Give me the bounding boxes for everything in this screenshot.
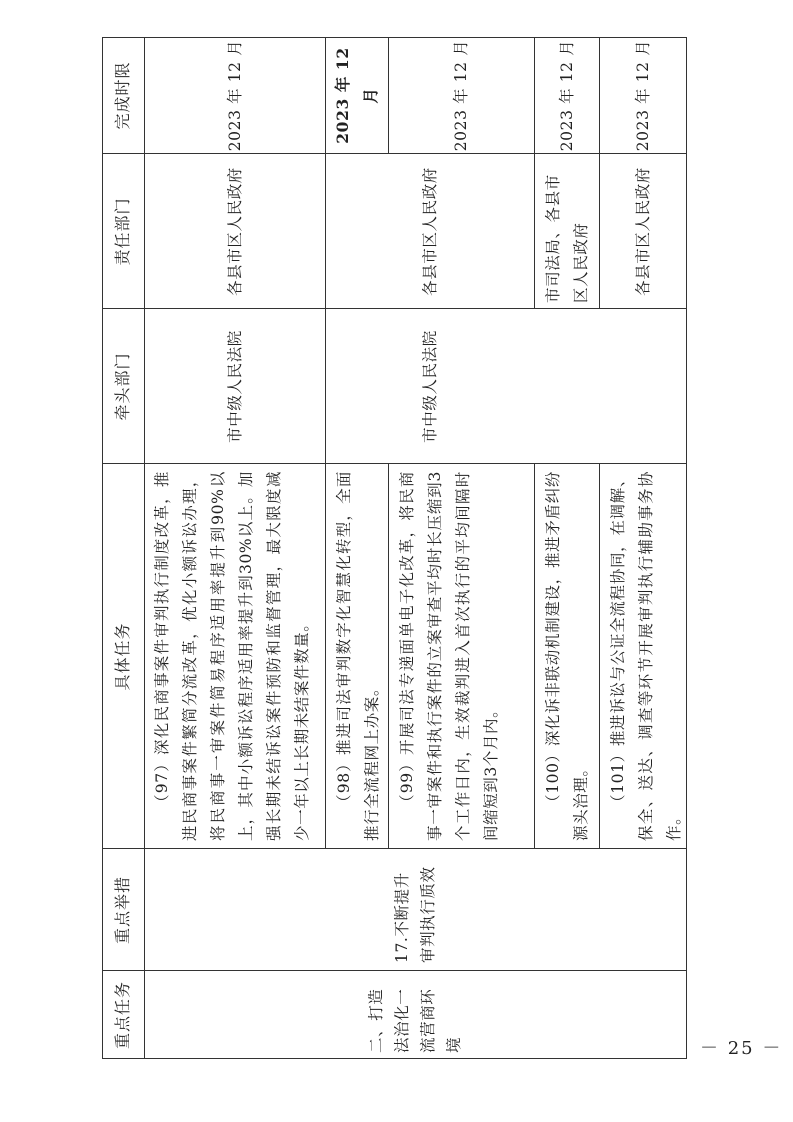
page-number: － 25 － (700, 1038, 783, 1059)
deadline-98: 2023 年 12 月 (332, 47, 380, 144)
deadline-100: 2023 年 12 月 (557, 39, 576, 152)
lead-dept-98: 市中级人民法院 (420, 330, 439, 443)
header-key-task: 重点任务 (113, 981, 132, 1050)
deadline-99: 2023 年 12 月 (452, 39, 470, 152)
responsible-dept-98: 各县市区人民政府 (420, 167, 439, 296)
deadline-97: 2023 年 12 月 (225, 39, 244, 152)
row-divider (325, 464, 326, 849)
header-responsible-dept: 责任部门 (113, 197, 132, 266)
lead-dept-97: 市中级人民法院 (225, 330, 244, 443)
task-row-97: （97）深化民商事案件审判执行制度改革，推进民商事案件繁简分流改革，优化小额诉讼办理，将民商事一审案件简易程序适用率提升到90%以上，其中小额诉讼程序适用率提升到30%以上。加强长期未结诉讼案件预防和监督管理，最大限度减少一年以上长期未结案件数量。 (153, 471, 311, 841)
key-measure-cell: 17.不断提升审判执行质效 (393, 866, 437, 963)
task-row-101: （101）推进诉讼与公证全流程协同，在调解、保全、送达、调查等环节开展审判执行辅助事务协作。 (609, 471, 683, 841)
task-row-100: （100）深化诉非联动机制建设，推进矛盾纠纷源头治理。 (544, 471, 590, 841)
header-deadline: 完成时限 (113, 61, 132, 130)
row-divider (599, 464, 600, 849)
header-specific-task: 具体任务 (113, 622, 132, 691)
header-lead-dept: 牵头部门 (113, 352, 132, 421)
task-row-98: （98）推进司法审判数字化智慧化转型，全面推行全流程网上办案。 (335, 471, 381, 841)
row-divider (388, 464, 389, 849)
responsible-dept-100: 市司法局、各县市区人民政府 (544, 174, 590, 303)
row-divider (534, 464, 535, 849)
key-task-cell: 二、打造法治化一流营商环境 (367, 988, 463, 1053)
deadline-101: 2023 年 12 月 (633, 39, 652, 152)
rotated-table (102, 37, 687, 1059)
responsible-dept-101: 各县市区人民政府 (633, 167, 652, 296)
task-row-99: （99）开展司法专递面单电子化改革，将民商事一审案件和执行案件的立案审查平均时长压缩到3个工作日内，生效裁判进入首次执行的平均间隔时间缩短到3个月内。 (398, 471, 500, 841)
responsible-dept-97: 各县市区人民政府 (225, 167, 244, 296)
header-key-measure: 重点举措 (113, 876, 132, 945)
